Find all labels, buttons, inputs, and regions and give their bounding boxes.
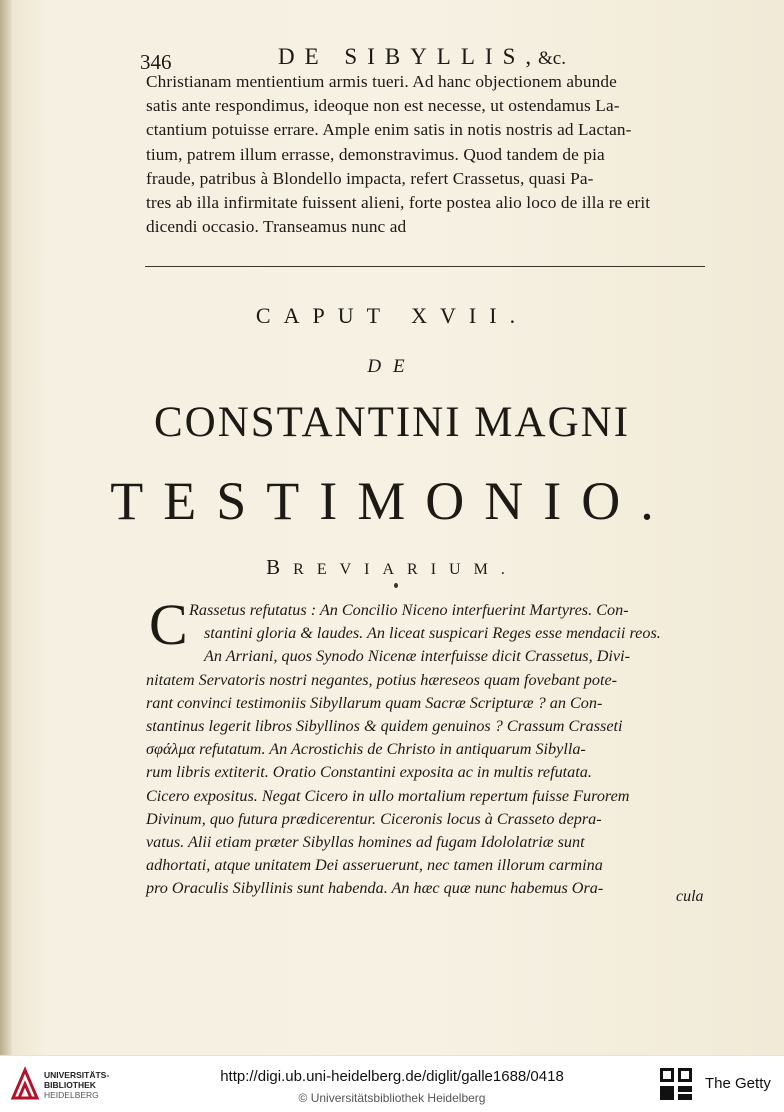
chapter-title-line-2: TESTIMONIO. [110,471,674,531]
body-paragraph [146,70,714,239]
library-name-line: UNIVERSITÄTS- [44,1070,110,1080]
chapter-title-line-1: CONSTANTINI MAGNI [153,399,631,446]
section-divider [145,266,705,267]
summary-line: rum libris extiterit. Oratio Constantini exposita ac in multis refutata. [146,763,592,782]
breviarium-rest: REVIARIUM. [293,561,518,578]
catchword: cula [676,888,704,905]
summary-line: Cicero expositus. Negat Cicero in ullo mortalium repertum fuisse Furorem [146,786,630,805]
running-title-etc: &c. [538,48,566,69]
summary-line: vatus. Alii etiam præter Sibyllas homines ad fugam Idololatriæ sunt [146,832,585,851]
body-line: tium, patrem illum errasse, demonstravimus. Quod tandem de pia [146,144,605,164]
summary-line: Rassetus refutatus : An Concilio Niceno interfuerint Martyres. Con- [189,601,629,619]
body-line: ctantium potuisse errare. Ample enim satis in notis nostris ad Lactan- [146,120,632,140]
summary-line: stantinus legerit libros Sibyllinos & quidem genuinos ? Crassum Crasseti [146,716,623,735]
breviarium-initial: B [266,555,294,579]
permalink-url[interactable]: http://digi.ub.uni-heidelberg.de/diglit/galle1688/0418 [220,1068,564,1085]
body-line: fraude, patribus à Blondello impacta, refert Crassetus, quasi Pa- [146,168,594,188]
chapter-number: CAPUT XVII. [255,303,529,328]
summary-line: nitatem Servatoris nostri negantes, potius hæreseos quam fovebant pote- [146,670,618,689]
breviarium-heading [0,555,784,580]
page-number: 346 [140,50,172,74]
chapter-summary [146,599,718,900]
body-line: dicendi occasio. Transeamus nunc ad [146,217,407,237]
viewer-footer [0,1055,784,1112]
drop-cap: C [149,592,188,657]
summary-line: rant convinci testimoniis Sibyllarum quam Sacræ Scripturæ ? an Con- [146,693,603,712]
summary-line: pro Oraculis Sibyllinis sunt habenda. An hæc quæ nunc habemus Ora- [146,879,604,898]
getty-logo-icon[interactable] [660,1068,692,1100]
summary-line: An Arriani, quos Synodo Nicenæ interfuisse dicit Crassetus, Divi- [204,647,630,666]
body-line: Christianam mentientium armis tueri. Ad hanc objectionem abunde [146,72,617,91]
body-line: tres ab illa infirmitate fuissent alieni, forte postea alio loco de illa re erit [146,192,651,212]
summary-line: Divinum, quo futura prædicerentur. Ciceronis locus à Crasseto depra- [146,809,602,828]
running-title: DE SIBYLLIS, [278,44,542,69]
body-line: satis ante respondimus, ideoque non est necesse, ut ostendamus La- [146,96,620,116]
running-header [140,42,580,72]
ornament-dot [394,583,398,588]
copyright-notice: © Universitätsbibliothek Heidelberg [298,1091,486,1105]
library-name-line: BIBLIOTHEK [44,1080,96,1090]
summary-line: σφάλμα refutatum. An Acrostichis de Christo in antiquarum Sibylla- [146,740,586,759]
summary-line: adhortati, atque unitatem Dei asseruerunt, nec tamen illorum carmina [146,856,603,875]
summary-line: stantini gloria & laudes. An liceat suspicari Reges esse mendacii reos. [204,624,661,643]
chapter-de: DE [367,356,417,377]
library-name-line: HEIDELBERG [44,1090,99,1100]
getty-label[interactable]: The Getty [705,1075,771,1092]
